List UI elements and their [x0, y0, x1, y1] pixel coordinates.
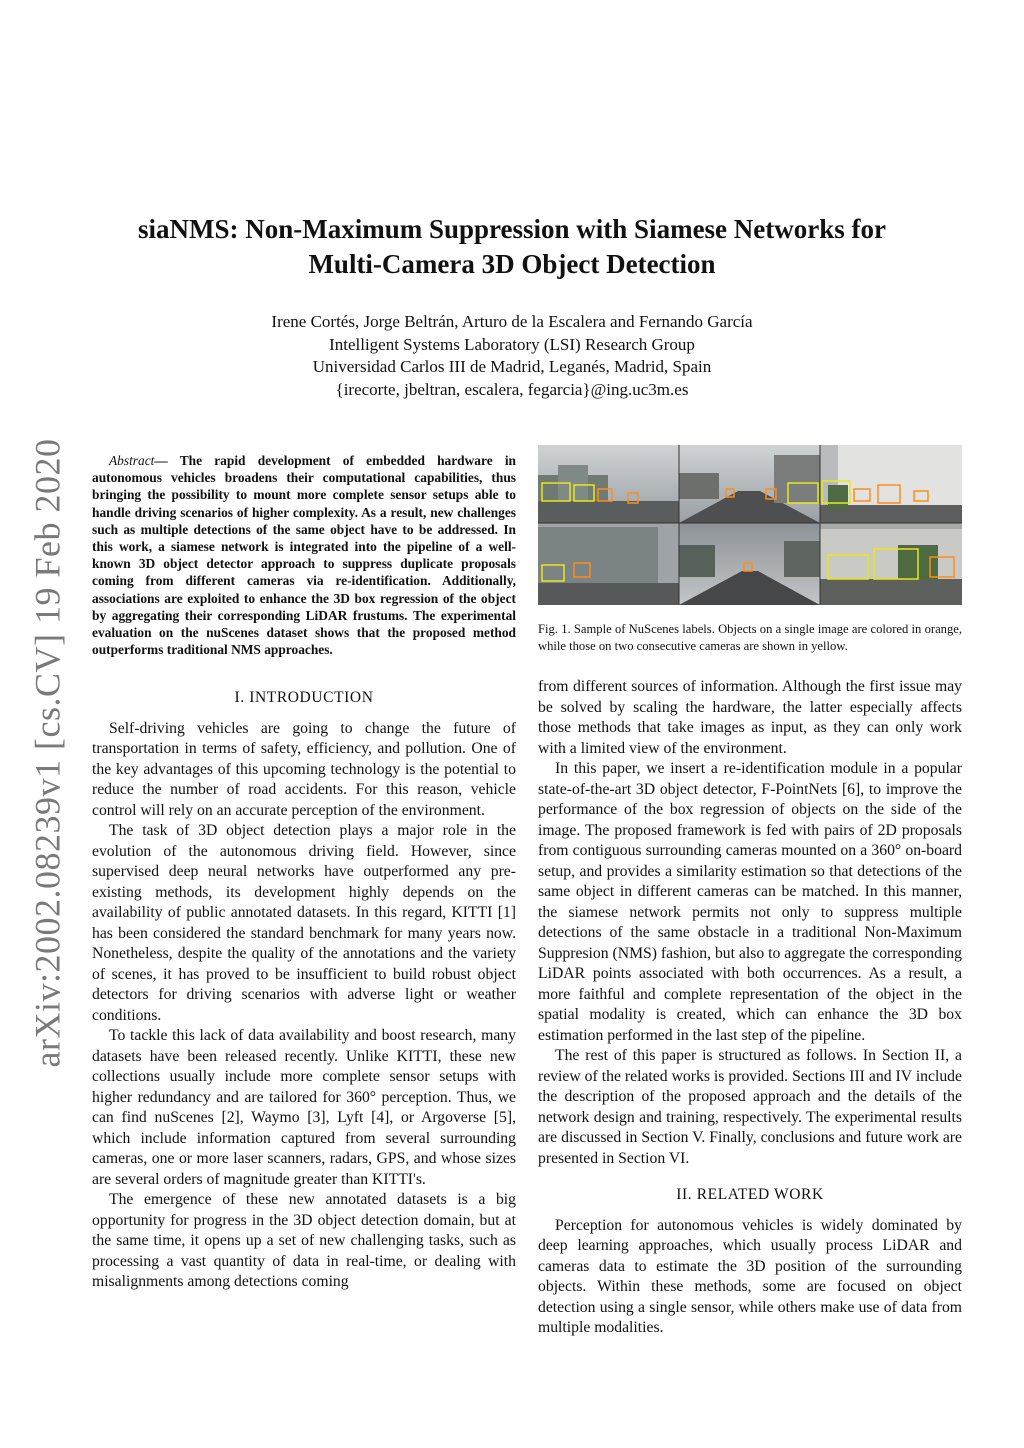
- author-block: [120, 311, 904, 401]
- camera-front-right: [820, 445, 962, 523]
- arxiv-stamp: [22, 438, 72, 1068]
- right-column: [538, 677, 962, 1339]
- camera-back: [679, 523, 820, 605]
- abstract-label: Abstract: [109, 453, 155, 468]
- camera-front: [679, 445, 820, 523]
- intro-paragraph: The task of 3D object detection plays a major role in the evolution of the autonomous driving field. However, since supervised deep neural networks have outperformed any pre-existing methods, its development highly depends on the availability of public annotated datasets. In this regard, KITTI [1] has been considered the standard benchmark for many years now. Nonetheless, despite the quality of the annotations and the variety of scenes, it has proved to be insufficient to build robust object detectors for driving scenarios with adverse light or weather conditions.: [92, 822, 516, 1024]
- right-paragraph: The rest of this paper is structured as follows. In Section II, a review of the related works is provided. Sections III and IV include the description of the proposed approach and the details of the network design and training, respectively. The experimental results are discussed in Section V. Finally, conclusions and future work are presented in Section VI.: [538, 1047, 962, 1167]
- right-paragraph: from different sources of information. Although the first issue may be solved by scaling the hardware, the latter especially affects those methods that take images as input, as they can only work with a limited view of the environment.: [538, 678, 962, 757]
- author-names: Irene Cortés, Jorge Beltrán, Arturo de la Escalera and Fernando García: [271, 312, 753, 331]
- intro-heading: I. INTRODUCTION: [234, 689, 374, 707]
- related-work-heading: II. RELATED WORK: [676, 1186, 824, 1203]
- abstract-text: — The rapid development of embedded hardware in autonomous vehicles broadens their computational capabilities, thus bringing the possibility to mount more complete sensor setups able to handle driving scenarios of higher complexity. As a result, new challenges such as multiple detections of the same object have to be addressed. In this work, a siamese network is integrated into the pipeline of a well-known 3D object detector approach to suppress duplicate proposals coming from different cameras via re-identification. Additionally, associations are exploited to enhance the 3D box regression of the object by aggregating their corresponding LiDAR frustums. The experimental evaluation on the nuScenes dataset shows that the proposed method outperforms traditional NMS approaches.: [92, 453, 516, 658]
- arxiv-id: arXiv:2002.08239v1 [cs.CV] 19 Feb 2020: [27, 438, 68, 1068]
- author-email: {irecorte, jbeltran, escalera, fegarcia}@ing.uc3m.es: [335, 379, 689, 399]
- left-column: [92, 452, 516, 1293]
- paper-title: [80, 212, 944, 282]
- related-paragraph: Perception for autonomous vehicles is widely dominated by deep learning approaches, which usually process LiDAR and cameras data to estimate the 3D position of the surrounding objects. Within these methods, some are focused on object detection using a single sensor, while others make use of data from multiple modalities.: [538, 1216, 962, 1336]
- intro-paragraph: To tackle this lack of data availability and boost research, many datasets have been released recently. Unlike KITTI, these new collections usually include more complete sensor setups with higher redundancy and are tailored for 360° perception. Thus, we can find nuScenes [2], Waymo [3], Lyft [4], or Argoverse [5], which include information captured from several surrounding cameras, one or more laser scanners, radars, GPS, and whose sizes are several orders of magnitude greater than KITTI's.: [92, 1027, 516, 1188]
- figure-1-image: [538, 445, 962, 605]
- title-line-2: Multi-Camera 3D Object Detection: [308, 249, 716, 279]
- camera-back-left: [538, 523, 679, 605]
- intro-paragraph: Self-driving vehicles are going to change the future of transportation in terms of safety, efficiency, and pollution. One of the key advantages of this upcoming technology is the potential to reduce the number of road accidents. For this reason, vehicle control will rely on an accurate perception of the environment.: [92, 719, 516, 819]
- author-lab: Intelligent Systems Laboratory (LSI) Research Group: [329, 334, 695, 354]
- figure-1-caption: Fig. 1. Sample of NuScenes labels. Objects on a single image are colored in orange, while those on two consecutive cameras are shown in yellow.: [538, 622, 962, 653]
- abstract: [92, 452, 516, 658]
- title-line-1: siaNMS: Non-Maximum Suppression with Siamese Networks for: [137, 214, 886, 244]
- camera-back-right: [820, 523, 962, 605]
- intro-paragraph: The emergence of these new annotated datasets is a big opportunity for progress in the 3D object detection domain, but at the same time, it opens up a set of new challenging tasks, such as processing a vast quantity of data in real-time, or dealing with misalignments among detections coming: [92, 1191, 516, 1291]
- right-paragraph: In this paper, we insert a re-identification module in a popular state-of-the-art 3D object detector, F-PointNets [6], to improve the performance of the box regression of objects on the side of the image. The proposed framework is fed with pairs of 2D proposals from contiguous surrounding cameras mounted on a 360° on-board setup, and provides a similarity estimation so that detections of the same object in different cameras can be matched. In this manner, the siamese network permits not only to suppress multiple detections of the same obstacle in a traditional Non-Maximum Suppresion (NMS) fashion, but also to aggregate the corresponding LiDAR points associated with both occurrences. As a result, a more faithful and complete representation of the object in the spatial modality is created, which can enhance the 3D box estimation performed in the last step of the pipeline.: [538, 760, 962, 1044]
- author-university: Universidad Carlos III de Madrid, Leganés, Madrid, Spain: [312, 357, 712, 376]
- camera-mosaic: [538, 445, 962, 605]
- camera-front-left: [538, 445, 679, 523]
